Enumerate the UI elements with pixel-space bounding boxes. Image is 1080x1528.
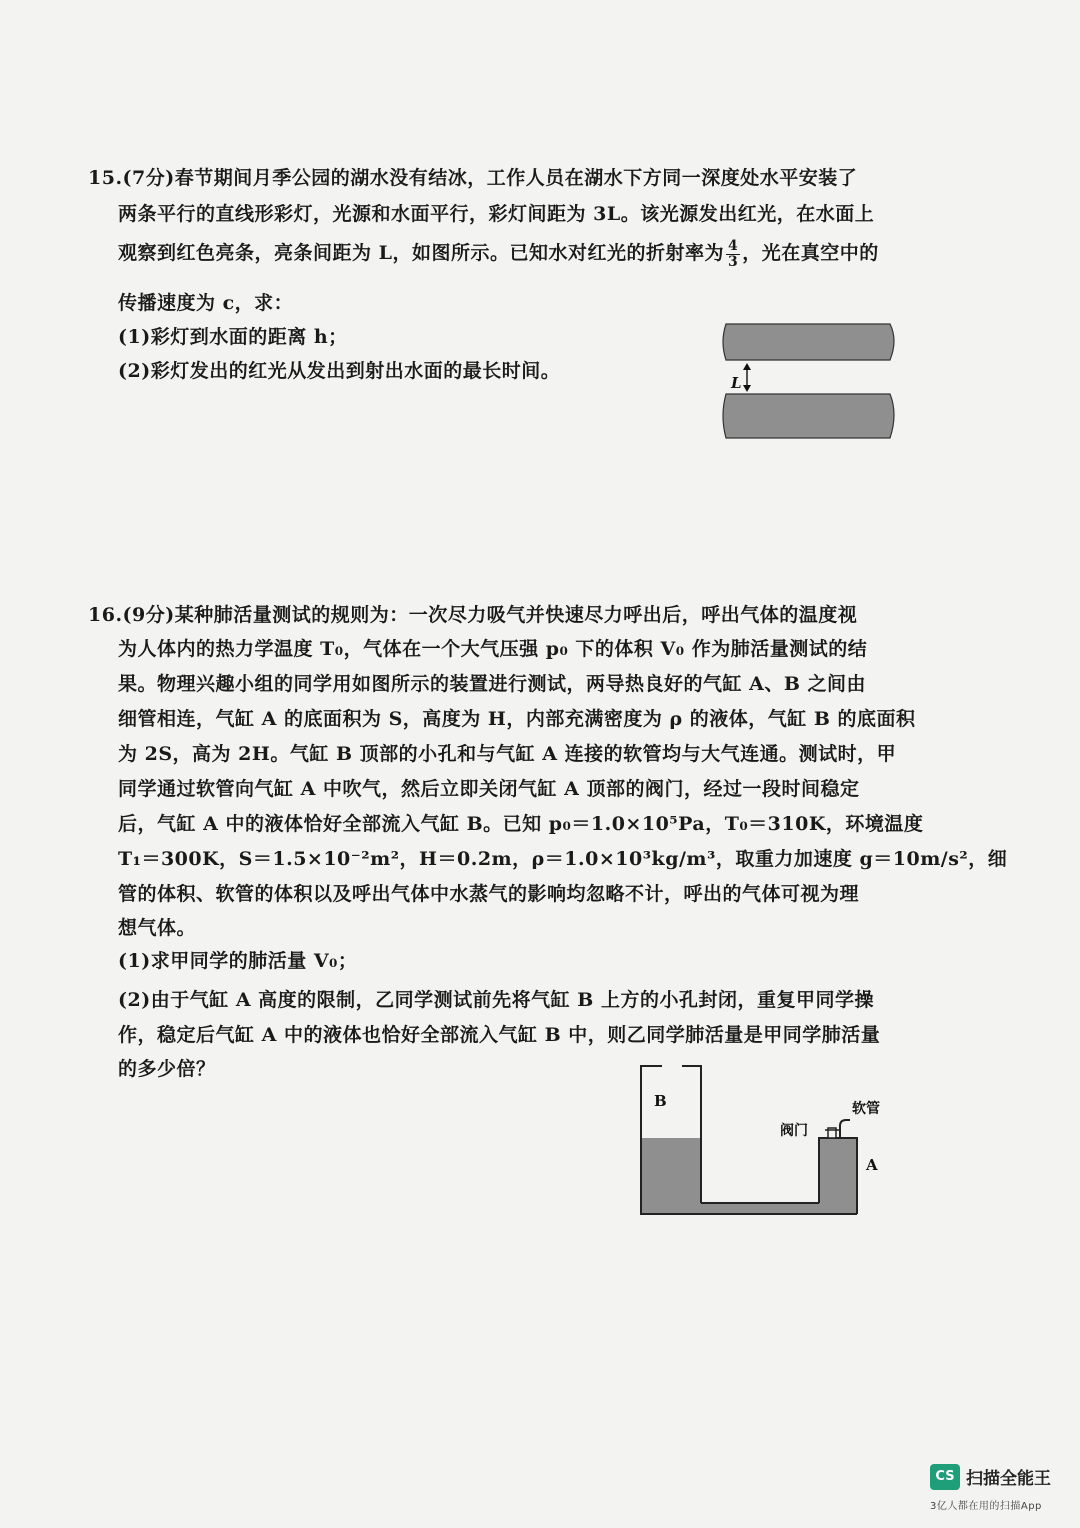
q16-sub-2-line-2: 作，稳定后气缸 A 中的液体也恰好全部流入气缸 B 中，则乙同学肺活量是甲同学肺活量 [118,1024,881,1046]
camscanner-logo-icon: CS [930,1464,960,1490]
q16-line-1: 16.(9分)某种肺活量测试的规则为：一次尽力吸气并快速尽力呼出后，呼出气体的温度视 [88,604,858,626]
fraction-numerator: 4 [727,237,739,254]
q16-cylinder-apparatus-figure [636,1060,866,1220]
cylinder-a-label: A [866,1156,878,1174]
q15-line-3-after: ，光在真空中的 [742,242,879,264]
cylinder-a-liquid [819,1138,857,1214]
q15-sub-2: (2)彩灯发出的红光从发出到射出水面的最长时间。 [118,360,561,382]
q16-line-7: 后，气缸 A 中的液体恰好全部流入气缸 B。已知 p₀＝1.0×10⁵Pa，T₀＝310K，环境温度 [118,813,924,835]
q16-sub-2-line-1: (2)由于气缸 A 高度的限制，乙同学测试前先将气缸 B 上方的小孔封闭，重复甲同学操 [118,989,874,1011]
camscanner-tagline: 3亿人都在用的扫描App [930,1501,1042,1512]
q16-line-6: 同学通过软管向气缸 A 中吹气，然后立即关闭气缸 A 顶部的阀门，经过一段时间稳定 [118,778,860,800]
lower-light-strip [723,394,894,438]
q16-line-5: 为 2S，高为 2H。气缸 B 顶部的小孔和与气缸 A 连接的软管均与大气连通。测试时，甲 [118,743,897,765]
q15-sub-1: (1)彩灯到水面的距离 h； [118,326,348,348]
hose-icon [840,1120,850,1138]
hose-label: 软管 [852,1101,880,1117]
gap-label-l: L [731,374,742,392]
connecting-tube-liquid [701,1203,819,1214]
cylinder-b-label: B [654,1092,667,1110]
q15-light-strips-figure [722,318,898,446]
upper-light-strip [723,324,894,360]
q16-sub-2-line-3: 的多少倍？ [118,1058,216,1080]
q16-line-8: T₁＝300K，S＝1.5×10⁻²m²，H＝0.2m，ρ＝1.0×10³kg/m³，取重力加速度 g＝10m/s²，细 [118,848,1008,870]
q15-line-3-before: 观察到红色亮条，亮条间距为 L，如图所示。已知水对红光的折射率为 [118,242,724,264]
q15-line-2: 两条平行的直线形彩灯，光源和水面平行，彩灯间距为 3L。该光源发出红光，在水面上 [118,203,875,225]
q15-line-1: 15.(7分)春节期间月季公园的湖水没有结冰，工作人员在湖水下方同一深度处水平安装了 [88,167,858,189]
valve-label: 阀门 [780,1123,808,1139]
camscanner-name: 扫描全能王 [966,1469,1051,1489]
q16-line-9: 管的体积、软管的体积以及呼出气体中水蒸气的影响均忽略不计，呼出的气体可视为理 [118,883,860,905]
q15-line-3 [118,238,879,270]
q16-line-10: 想气体。 [118,917,197,939]
refractive-index-fraction [726,239,740,270]
q16-line-2: 为人体内的热力学温度 T₀，气体在一个大气压强 p₀ 下的体积 V₀ 作为肺活量测试的结 [118,638,868,660]
cylinder-b-liquid [641,1138,701,1214]
fraction-denominator: 3 [727,253,739,270]
q16-line-4: 细管相连，气缸 A 的底面积为 S，高度为 H，内部充满密度为 ρ 的液体，气缸 B 的底面积 [118,708,916,730]
gap-arrow-head-top [743,363,751,370]
q16-line-3: 果。物理兴趣小组的同学用如图所示的装置进行测试，两导热良好的气缸 A、B 之间由 [118,673,867,695]
q16-sub-1: (1)求甲同学的肺活量 V₀； [118,950,358,972]
gap-arrow-head-bottom [743,385,751,392]
q15-line-4: 传播速度为 c，求： [118,292,294,314]
